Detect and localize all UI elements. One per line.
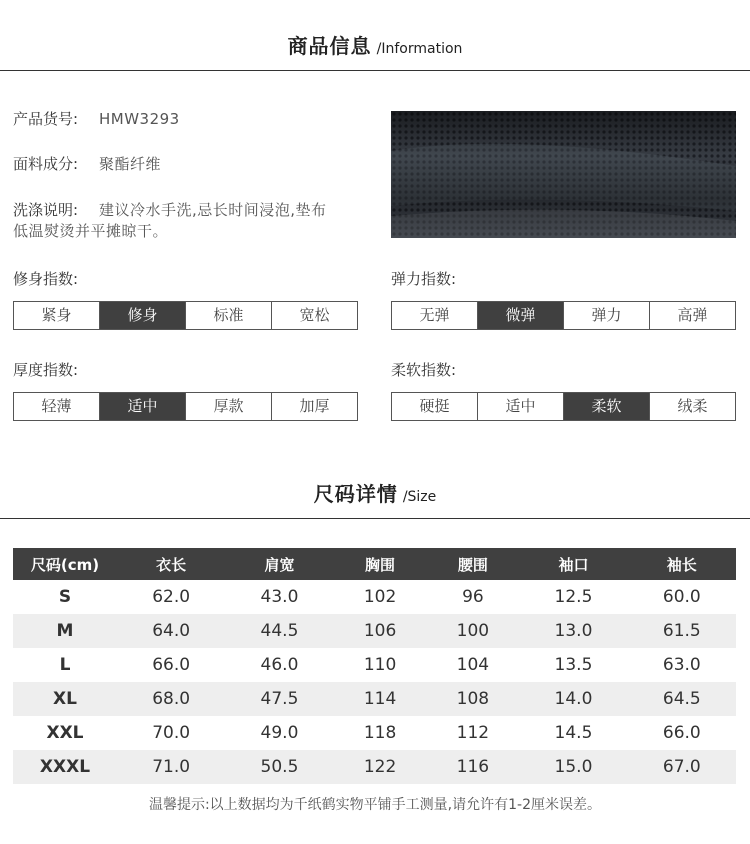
index-label-softness: 柔软指数:: [391, 361, 457, 379]
table-row: [13, 682, 736, 716]
scale-option: 无弹: [419, 306, 450, 324]
col-header: 袖长: [628, 548, 736, 580]
index-label-elastic: 弹力指数:: [391, 270, 457, 288]
size-cell: XL: [13, 682, 117, 716]
size-table-header: [13, 548, 736, 580]
table-cell: 13.0: [519, 614, 627, 648]
table-cell: 46.0: [260, 655, 299, 675]
measurement-note: 温馨提示:以上数据均为千纸鹤实物平铺手工测量,请允许有1-2厘米误差。: [148, 797, 602, 813]
scale-softness: [391, 392, 736, 421]
scale-elastic: [391, 301, 736, 330]
table-cell: 102: [363, 587, 397, 607]
table-cell: 110: [363, 655, 397, 675]
table-cell: 122: [334, 750, 427, 784]
table-cell: 100: [426, 614, 519, 648]
index-label-thickness: 厚度指数:: [13, 361, 79, 379]
table-cell: 61.5: [628, 614, 736, 648]
table-cell: 12.5: [554, 587, 593, 607]
info-title-en: /Information: [376, 41, 463, 57]
table-row: [13, 580, 736, 614]
size-cell: S: [58, 587, 72, 607]
size-cell: L: [59, 655, 71, 675]
table-cell: 108: [426, 682, 519, 716]
table-cell: 67.0: [628, 750, 736, 784]
size-cell: XXXL: [13, 750, 117, 784]
table-cell: 116: [426, 750, 519, 784]
col-header: 腰围: [426, 548, 519, 580]
fabric-image: [391, 111, 736, 238]
fabric-photo: [391, 111, 736, 238]
field-label: 产品货号:: [13, 110, 79, 128]
scale-option: 弹力: [563, 302, 649, 329]
size-cell: M: [13, 614, 117, 648]
table-row: [13, 648, 736, 682]
table-cell: 64.5: [628, 682, 736, 716]
table-cell: 43.0: [260, 587, 299, 607]
table-cell: 104: [456, 655, 490, 675]
table-cell: 14.0: [519, 682, 627, 716]
size-cell: XXL: [46, 723, 84, 743]
field-value: HMW3293: [99, 110, 180, 128]
table-cell: 68.0: [117, 682, 225, 716]
scale-option-selected: 柔软: [563, 393, 649, 420]
washing-line-1: 建议冷水手洗,忌长时间浸泡,垫布: [99, 201, 327, 219]
table-cell: 71.0: [117, 750, 225, 784]
col-header: 衣长: [117, 548, 225, 580]
info-title-cn: 商品信息: [287, 34, 372, 58]
scale-fit: [13, 301, 358, 330]
table-row: [13, 614, 736, 648]
table-cell: 60.0: [662, 587, 701, 607]
table-cell: 44.5: [225, 614, 333, 648]
table-cell: 63.0: [662, 655, 701, 675]
size-section-header: [0, 478, 750, 507]
col-header: 胸围: [334, 548, 427, 580]
table-cell: 112: [456, 723, 490, 743]
info-section-header: [0, 30, 750, 59]
scale-option: 适中: [477, 393, 563, 420]
scale-option-selected: 修身: [99, 302, 185, 329]
table-cell: 118: [363, 723, 397, 743]
scale-option-selected: 适中: [99, 393, 185, 420]
field-label: 洗涤说明:: [13, 201, 79, 219]
field-material: [13, 154, 161, 175]
scale-option: 宽松: [271, 302, 357, 329]
field-sku: [13, 109, 180, 130]
table-cell: 66.0: [152, 655, 191, 675]
scale-option: 标准: [185, 302, 271, 329]
table-cell: 50.5: [225, 750, 333, 784]
divider: [0, 70, 750, 71]
col-header: 袖口: [519, 548, 627, 580]
table-cell: 106: [334, 614, 427, 648]
scale-thickness: [13, 392, 358, 421]
col-header: 尺码(cm): [13, 548, 117, 580]
table-cell: 114: [334, 682, 427, 716]
table-cell: 14.5: [554, 723, 593, 743]
size-title-en: /Size: [402, 489, 437, 505]
scale-option: 轻薄: [41, 397, 72, 415]
size-table: [13, 548, 736, 784]
scale-option: 紧身: [41, 306, 72, 324]
washing-line-2: 低温熨烫并平摊晾干。: [13, 222, 169, 240]
scale-option: 硬挺: [419, 397, 450, 415]
table-cell: 64.0: [117, 614, 225, 648]
scale-option-selected: 微弹: [477, 302, 563, 329]
col-header: 肩宽: [225, 548, 333, 580]
table-cell: 15.0: [519, 750, 627, 784]
table-cell: 96: [462, 587, 484, 607]
table-cell: 62.0: [152, 587, 191, 607]
table-row: [13, 716, 736, 750]
table-cell: 49.0: [260, 723, 299, 743]
table-cell: 13.5: [554, 655, 593, 675]
scale-option: 绒柔: [649, 393, 735, 420]
field-label: 面料成分:: [13, 155, 79, 173]
table-cell: 66.0: [662, 723, 701, 743]
scale-option: 加厚: [271, 393, 357, 420]
divider: [0, 518, 750, 519]
table-row: [13, 750, 736, 784]
index-label-fit: 修身指数:: [13, 270, 79, 288]
table-cell: 70.0: [152, 723, 191, 743]
scale-option: 厚款: [185, 393, 271, 420]
scale-option: 高弹: [649, 302, 735, 329]
table-cell: 47.5: [225, 682, 333, 716]
size-title-cn: 尺码详情: [313, 482, 398, 506]
field-value: 聚酯纤维: [99, 155, 162, 173]
